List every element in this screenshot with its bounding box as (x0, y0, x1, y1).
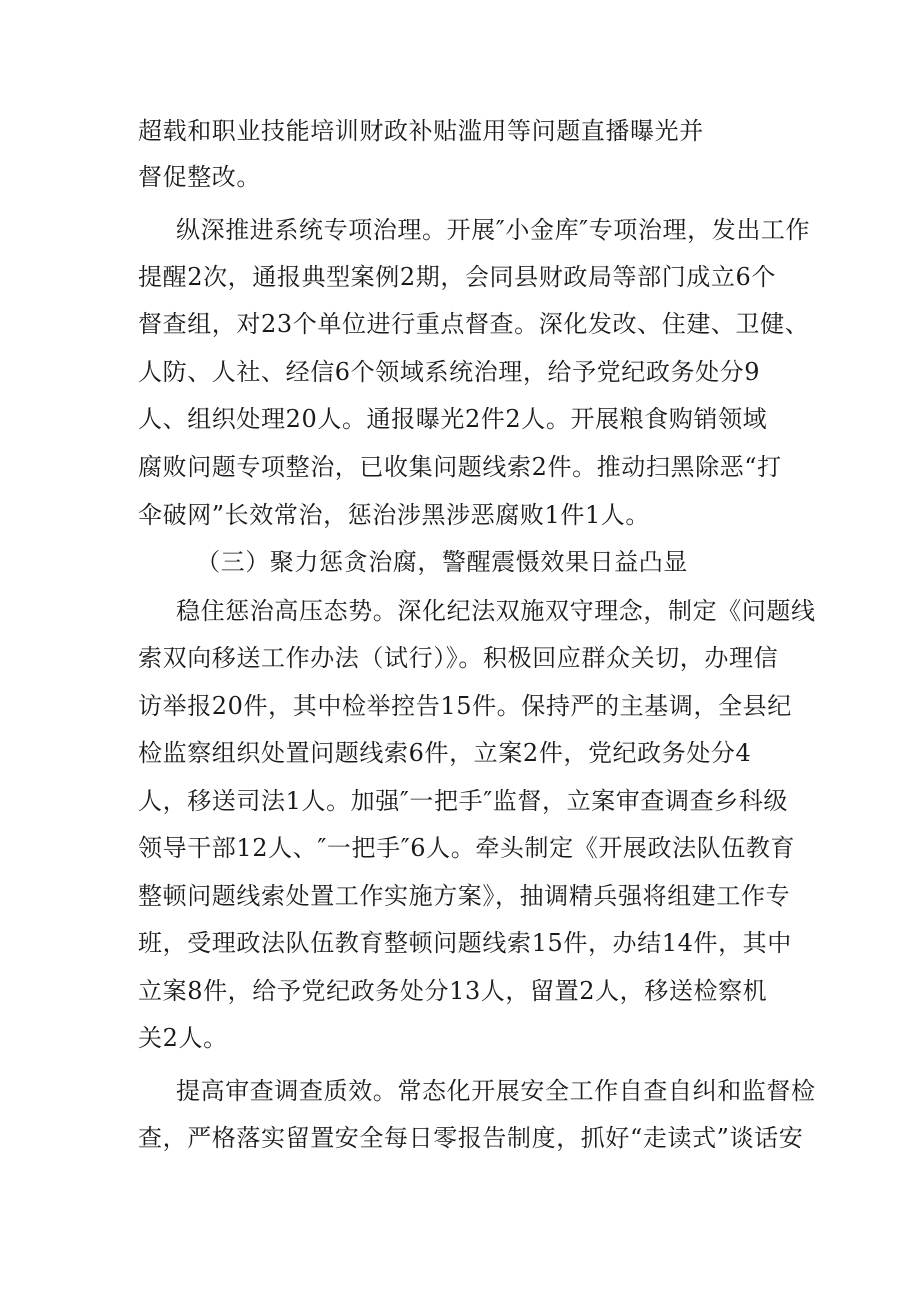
text-line: 查，严格落实留置安全每日零报告制度，抓好“走读式”谈话安 (138, 1124, 804, 1152)
text-line: 腐败问题专项整治，已收集问题线索2件。推动扫黑除恶“打 (138, 453, 782, 481)
section-heading: （三）聚力惩贪治腐，警醒震慑效果日益凸显 (196, 548, 688, 576)
text-line: 人、组织处理20人。通报曝光2件2人。开展粮食购销领域 (138, 405, 768, 433)
text-line: 人防、人社、经信6个领域系统治理，给予党纪政务处分9 (138, 358, 761, 386)
text-line: 督促整改。 (138, 163, 261, 191)
text-line: 访举报20件，其中检举控告15件。保持严的主基调，全县纪 (138, 692, 792, 720)
text-line: 整顿问题线索处置工作实施方案》，抽调精兵强将组建工作专 (138, 882, 791, 910)
text-line: 人，移送司法1人。加强″一把手″监督，立案审查调查乡科级 (138, 787, 788, 815)
text-line: 提醒2次，通报典型案例2期，会同县财政局等部门成立6个 (138, 263, 777, 291)
text-line: 立案8件，给予党纪政务处分13人，留置2人，移送检察机 (138, 977, 768, 1005)
text-line: 检监察组织处置问题线索6件，立案2件，党纪政务处分4 (138, 739, 752, 767)
paragraph-first-line: 提高审查调查质效。常态化开展安全工作自查自纠和监督检 (176, 1077, 816, 1105)
text-line: 索双向移送工作办法（试行）》。积极回应群众关切，办理信 (138, 644, 779, 672)
text-line: 伞破网”长效常治，惩治涉黑涉恶腐败1件1人。 (138, 501, 651, 529)
text-line: 超载和职业技能培训财政补贴滥用等问题直播曝光并 (138, 117, 704, 145)
text-line: 关2人。 (138, 1024, 228, 1052)
text-line: 督查组，对23个单位进行重点督查。深化发改、住建、卫健、 (138, 310, 810, 338)
paragraph-first-line: 稳住惩治高压态势。深化纪法双施双守理念，制定《问题线 (176, 597, 816, 625)
text-line: 班，受理政法队伍教育整顿问题线索15件，办结14件，其中 (138, 929, 792, 957)
text-line: 领导干部12人、″一把手″6人。牵头制定《开展政法队伍教育 (138, 834, 796, 862)
paragraph-first-line: 纵深推进系统专项治理。开展″小金库″专项治理，发出工作 (176, 216, 811, 244)
